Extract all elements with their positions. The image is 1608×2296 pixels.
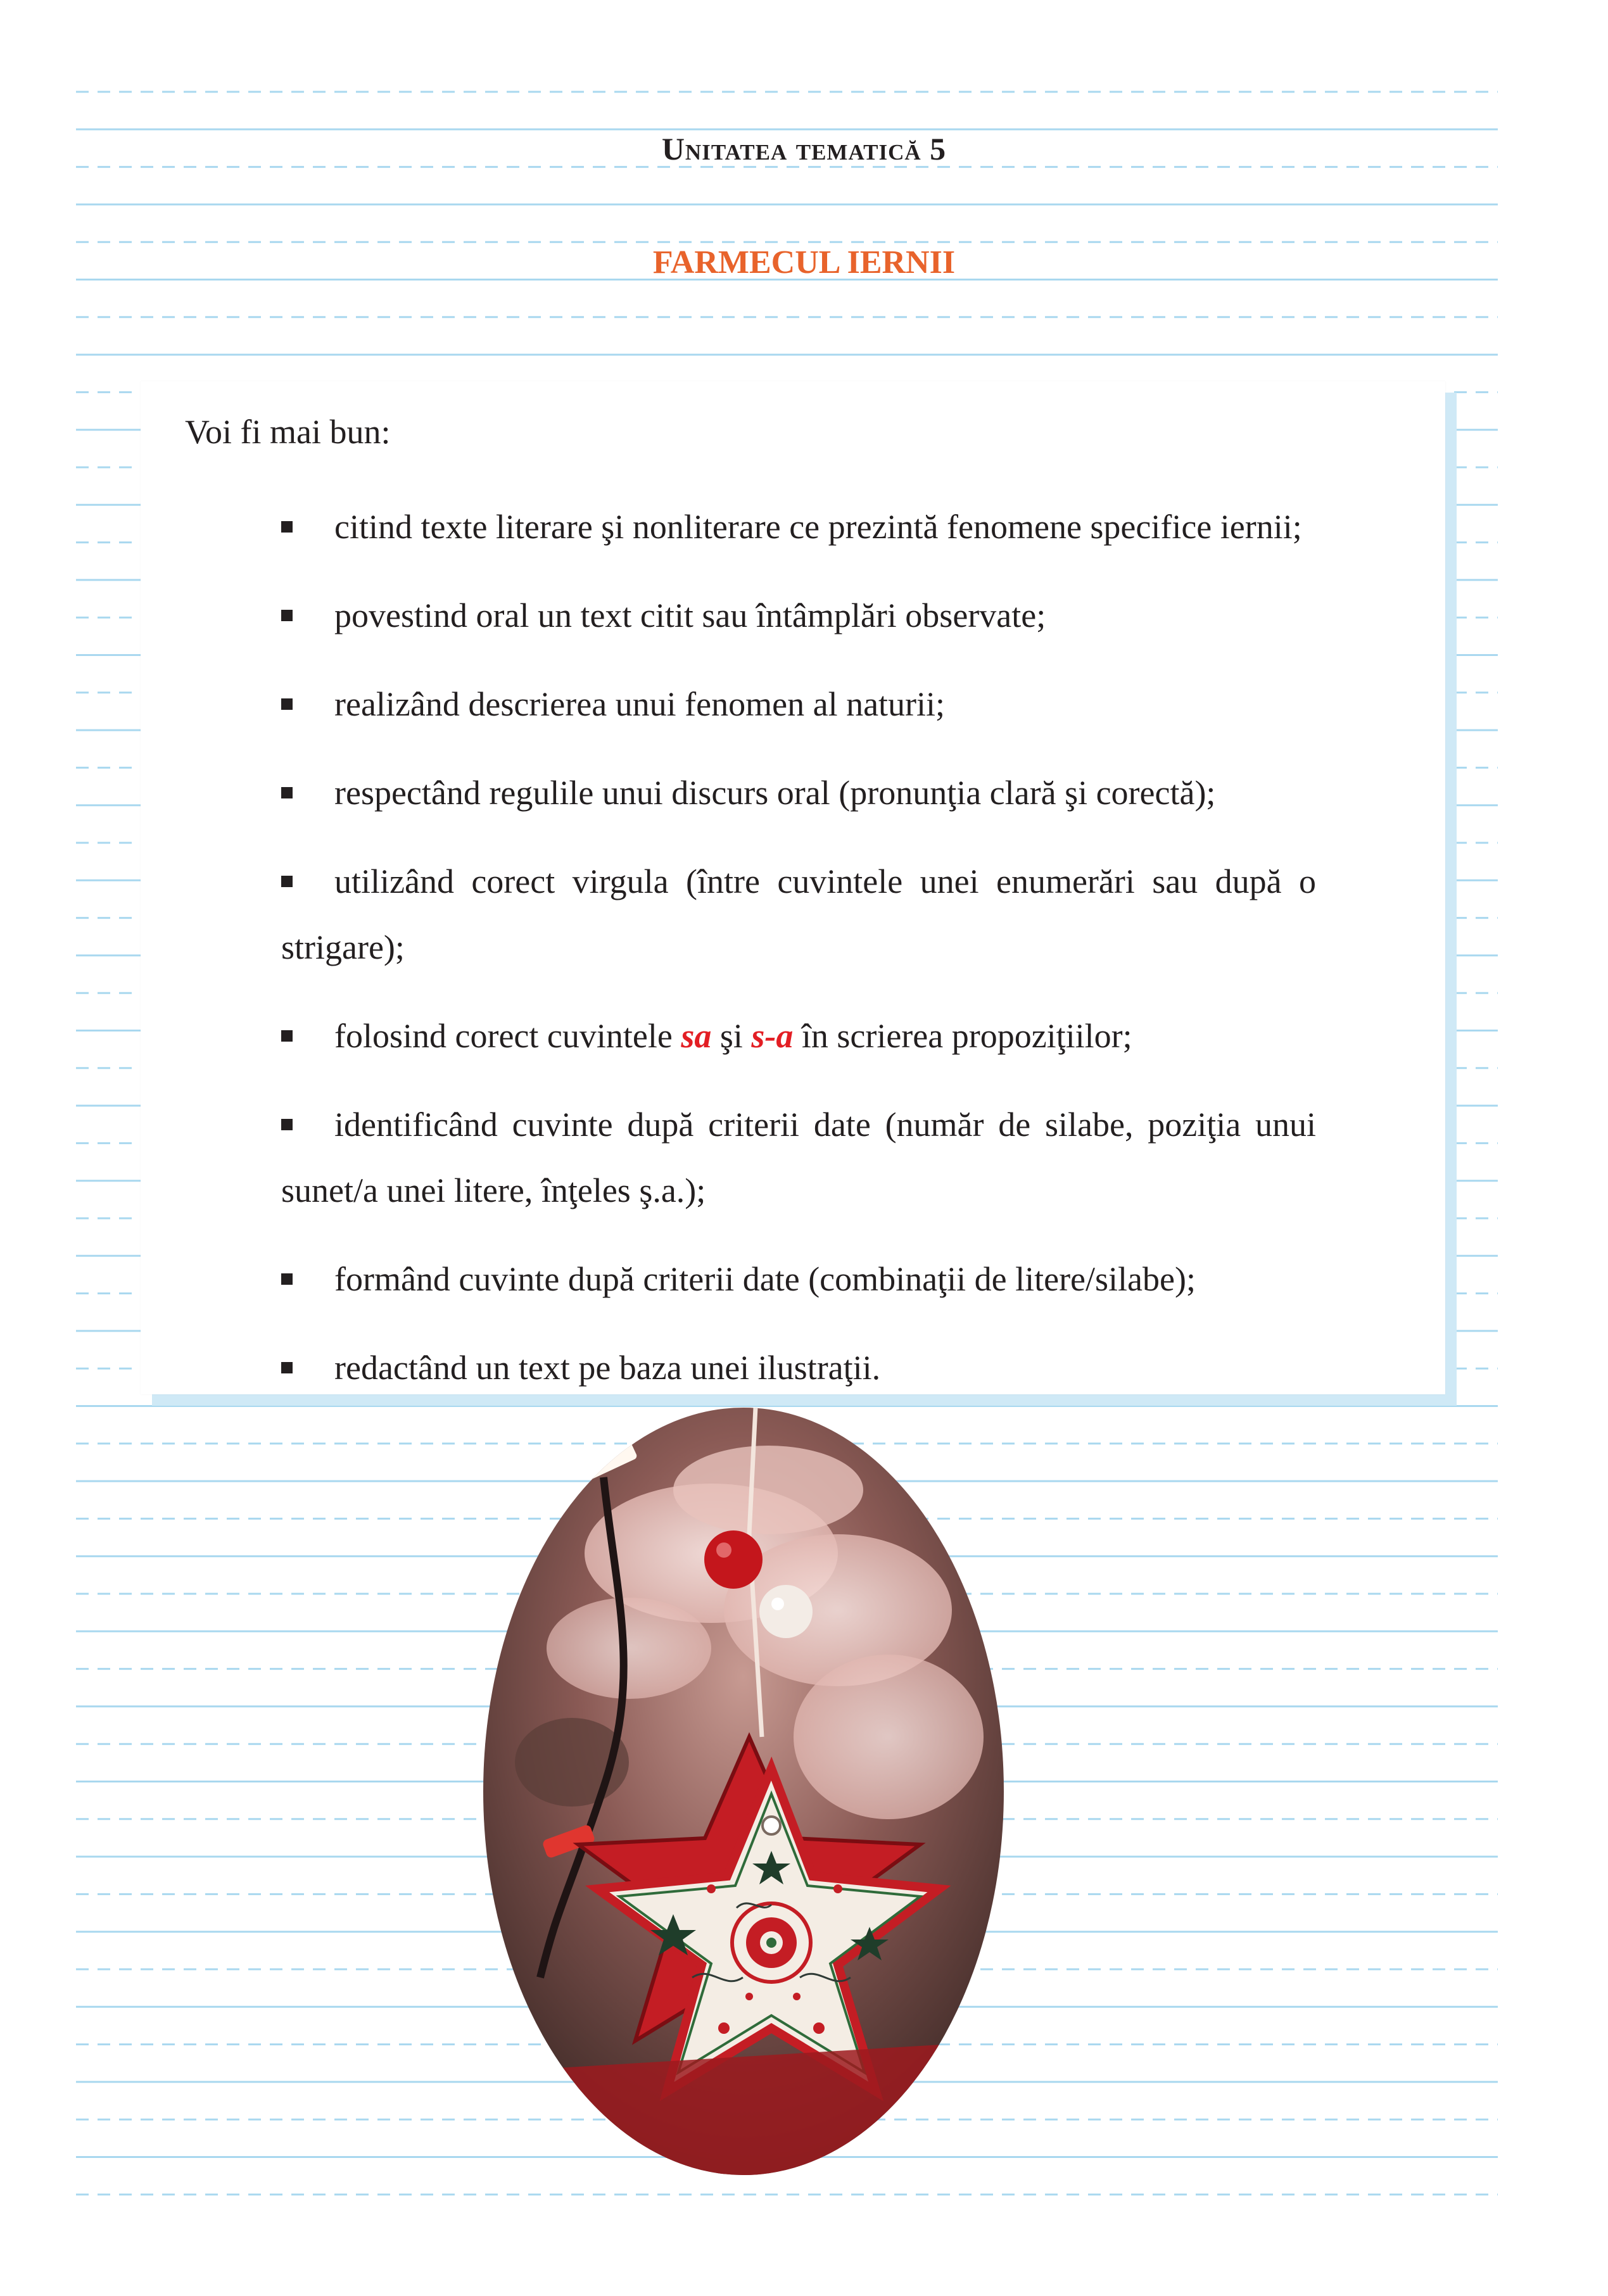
objective-text-middle: şi — [711, 1017, 752, 1055]
square-bullet-icon — [281, 787, 293, 798]
square-bullet-icon — [281, 1030, 293, 1042]
square-bullet-icon — [281, 521, 293, 533]
objective-item — [281, 848, 1316, 980]
objectives-intro: Voi fi mai bun: — [185, 413, 391, 451]
objective-item — [281, 583, 1316, 648]
square-bullet-icon — [281, 610, 293, 621]
objective-text-before: folosind corect cuvintele — [334, 1017, 681, 1055]
objective-text: utilizând corect virgula (între cuvintele unei enumerări sau după o strigare); — [281, 862, 1316, 966]
objective-item — [281, 1335, 1316, 1401]
objective-text-after: în scrierea propoziţiilor; — [793, 1017, 1132, 1055]
objective-item — [281, 1003, 1316, 1069]
square-bullet-icon — [281, 1362, 293, 1373]
highlight-word-sa: sa — [681, 1017, 712, 1055]
unit-title: Unitatea tematică 5 — [661, 131, 947, 167]
square-bullet-icon — [281, 1273, 293, 1285]
theme-title: FARMECUL IERNII — [652, 244, 956, 281]
objective-item — [281, 1246, 1316, 1312]
objective-item — [281, 1092, 1316, 1223]
objective-item — [281, 760, 1316, 826]
objective-item — [281, 494, 1316, 560]
objective-text: formând cuvinte după criterii date (combinaţii de litere/silabe); — [334, 1260, 1196, 1298]
square-bullet-icon — [281, 698, 293, 710]
objective-text: realizând descrierea unui fenomen al naturii; — [334, 685, 946, 723]
objective-text: respectând regulile unui discurs oral (pronunţia clară şi corectă); — [334, 774, 1216, 812]
objectives-box — [141, 381, 1445, 1394]
objective-text: identificând cuvinte după criterii date (număr de silabe, poziţia unui sunet/a unei litere, înţeles ş.a.); — [281, 1106, 1316, 1209]
objective-text: povestind oral un text citit sau întâmplări observate; — [334, 596, 1046, 634]
objectives-list — [281, 494, 1316, 1423]
objective-item — [281, 671, 1316, 737]
star-ornament-photo — [483, 1408, 1004, 2176]
objective-text: citind texte literare şi nonliterare ce prezintă fenomene specifice iernii; — [334, 508, 1302, 546]
square-bullet-icon — [281, 1119, 293, 1130]
square-bullet-icon — [281, 876, 293, 887]
objective-text: redactând un text pe baza unei ilustraţii. — [334, 1349, 881, 1387]
highlight-word-s-a: s-a — [751, 1017, 794, 1055]
